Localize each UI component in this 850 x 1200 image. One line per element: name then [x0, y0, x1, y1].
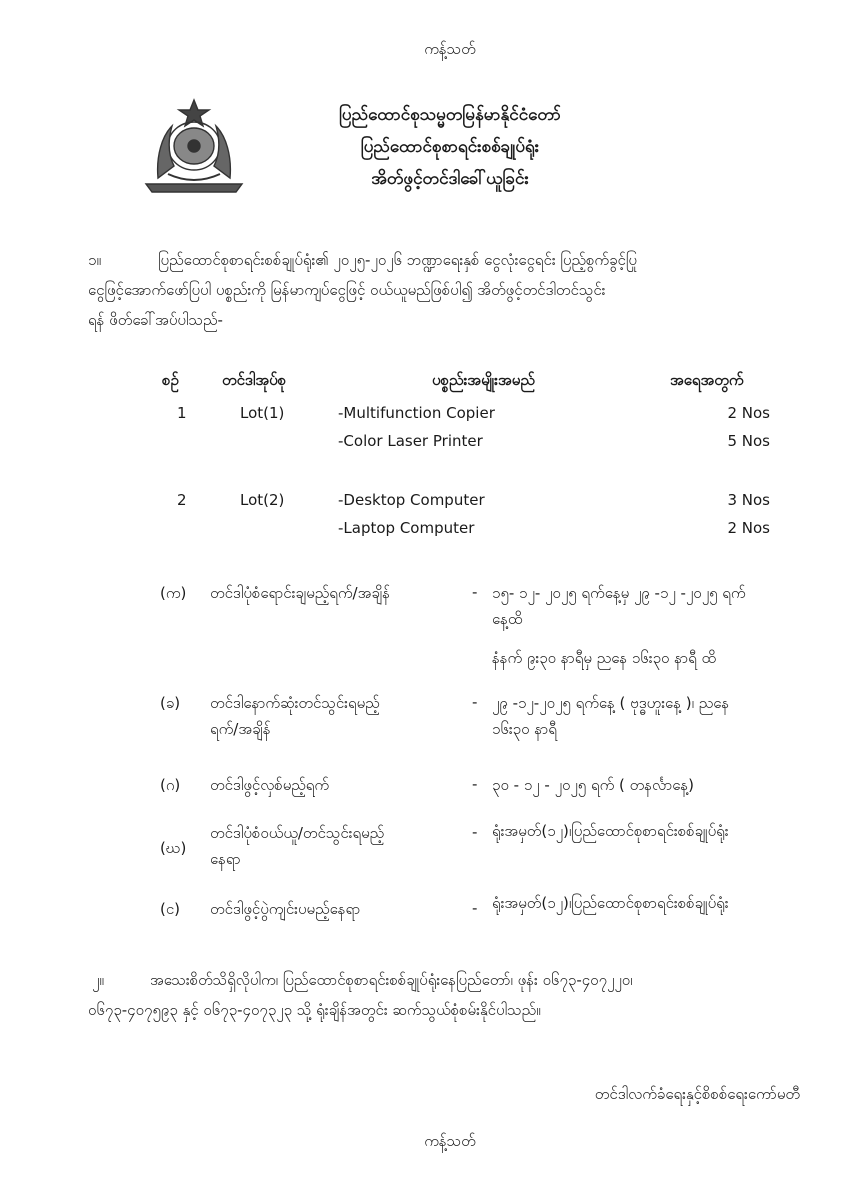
paragraph-1-number: ၁။ — [88, 251, 101, 269]
schedule-1-value-line-3: နံနက် ၉း၃၀ နာရီမှ ညနေ ၁၆း၃၀ နာရီ ထိ — [492, 649, 717, 667]
heading-line-2: ပြည်ထောင်စုစာရင်းစစ်ချုပ်ရုံး — [360, 137, 540, 157]
schedule-1-dash: - — [472, 583, 478, 601]
schedule-2-label-line-2: ရက်/အချိန် — [210, 720, 271, 738]
schedule-3-value: ၃၀ - ၁၂ - ၂၀၂၅ ရက် ( တနင်္လာနေ့) — [492, 776, 694, 794]
table-row-1-qty-1: 2 Nos — [727, 404, 770, 422]
table-row-2-lot: Lot(2) — [240, 491, 285, 509]
classification-bottom: ကန့်သတ် — [424, 1132, 476, 1150]
table-header-item: ပစ္စည်းအမျိုးအမည် — [432, 371, 535, 389]
heading-line-1: ပြည်ထောင်စုသမ္မတမြန်မာနိုင်ငံတော် — [339, 105, 561, 125]
paragraph-1-line-2: ငွေဖြင့်အောက်ဖော်ပြပါ ပစ္စည်းကို မြန်မာကျပ်ငွေဖြင့် ဝယ်ယူမည်ဖြစ်ပါ၍ အိတ်ဖွင့်တင်ဒါတင်သွင်း — [88, 281, 606, 299]
schedule-2-label-line-1: တင်ဒါနောက်ဆုံးတင်သွင်းရမည့် — [210, 694, 380, 712]
schedule-3-label: တင်ဒါဖွင့်လှစ်မည့်ရက် — [210, 776, 330, 794]
schedule-4-label-line-2: နေရာ — [210, 850, 241, 868]
classification-top: ကန့်သတ် — [424, 40, 476, 58]
paragraph-2-line-2: ၀၆၇၃-၄၀၇၅၉၃ နှင့် ၀၆၇၃-၄၀၇၃၂၃ သို့ ရုံးချိန်အတွင်း ဆက်သွယ်စုံစမ်းနိုင်ပါသည်။ — [88, 1001, 541, 1019]
table-header-lot: တင်ဒါအုပ်စု — [222, 371, 287, 389]
schedule-4-letter: (ဃ) — [160, 839, 187, 857]
paragraph-1-line-1: ပြည်ထောင်စုစာရင်းစစ်ချုပ်ရုံး၏ ၂၀၂၅-၂၀၂၆ ဘဏ္ဍာရေးနှစ် ငွေလုံးငွေရင်း ပြည့်စွက်ခွင့်ပြု — [158, 251, 637, 269]
state-seal-icon — [138, 96, 250, 196]
table-header-qty: အရေအတွက် — [670, 371, 744, 389]
paragraph-2-number: ၂။ — [92, 971, 104, 989]
table-row-2-qty-1: 3 Nos — [727, 491, 770, 509]
table-row-1-qty-2: 5 Nos — [727, 432, 770, 450]
table-row-2-no: 2 — [177, 491, 187, 509]
committee-signature: တင်ဒါလက်ခံရေးနှင့်စိစစ်ရေးကော်မတီ — [594, 1085, 800, 1103]
paragraph-2-line-1: အသေးစိတ်သိရှိလိုပါက၊ ပြည်ထောင်စုစာရင်းစစ်ချုပ်ရုံးနေပြည်တော်၊ ဖုန်း ၀၆၇၃-၄၀၇၂၂၀၊ — [150, 971, 633, 989]
schedule-1-value-line-1: ၁၅- ၁၂- ၂၀၂၅ ရက်နေ့မှ ၂၉ -၁၂ -၂၀၂၅ ရက် — [492, 584, 746, 602]
schedule-4-dash: - — [472, 823, 478, 841]
heading-line-3: အိတ်ဖွင့်တင်ဒါခေါ်ယူခြင်း — [371, 169, 529, 189]
table-header-no: စဉ် — [162, 371, 179, 389]
table-row-2-item-1: -Desktop Computer — [338, 491, 485, 509]
table-row-1-item-1: -Multifunction Copier — [338, 404, 495, 422]
schedule-2-value-line-1: ၂၉ -၁၂-၂၀၂၅ ရက်နေ့ ( ဗုဒ္ဓဟူးနေ့ )၊ ညနေ — [492, 694, 730, 712]
table-row-2-qty-2: 2 Nos — [727, 519, 770, 537]
schedule-5-dash: - — [472, 899, 478, 917]
schedule-1-value-line-2: နေ့ထိ — [492, 610, 523, 628]
paragraph-1-line-3: ရန် ဖိတ်ခေါ်အပ်ပါသည်- — [88, 311, 223, 329]
schedule-3-letter: (ဂ) — [160, 776, 181, 794]
schedule-2-value-line-2: ၁၆း၃၀ နာရီ — [492, 720, 557, 738]
schedule-5-letter: (င) — [160, 900, 181, 918]
schedule-5-label: တင်ဒါဖွင့်ပွဲကျင်းပမည့်နေရာ — [210, 900, 361, 918]
schedule-2-dash: - — [472, 693, 478, 711]
table-row-1-lot: Lot(1) — [240, 404, 285, 422]
schedule-3-dash: - — [472, 775, 478, 793]
table-row-2-item-2: -Laptop Computer — [338, 519, 475, 537]
schedule-1-label: တင်ဒါပုံစံရောင်းချမည့်ရက်/အချိန် — [210, 584, 390, 602]
schedule-1-letter: (က) — [160, 584, 187, 602]
table-row-1-no: 1 — [177, 404, 187, 422]
schedule-5-value: ရုံးအမှတ်(၁၂)၊ပြည်ထောင်စုစာရင်းစစ်ချုပ်ရုံး — [492, 894, 729, 912]
schedule-4-value: ရုံးအမှတ်(၁၂)၊ပြည်ထောင်စုစာရင်းစစ်ချုပ်ရုံး — [492, 822, 729, 840]
schedule-4-label-line-1: တင်ဒါပုံစံဝယ်ယူ/တင်သွင်းရမည့် — [210, 824, 385, 842]
schedule-2-letter: (ခ) — [160, 694, 181, 712]
table-row-1-item-2: -Color Laser Printer — [338, 432, 483, 450]
